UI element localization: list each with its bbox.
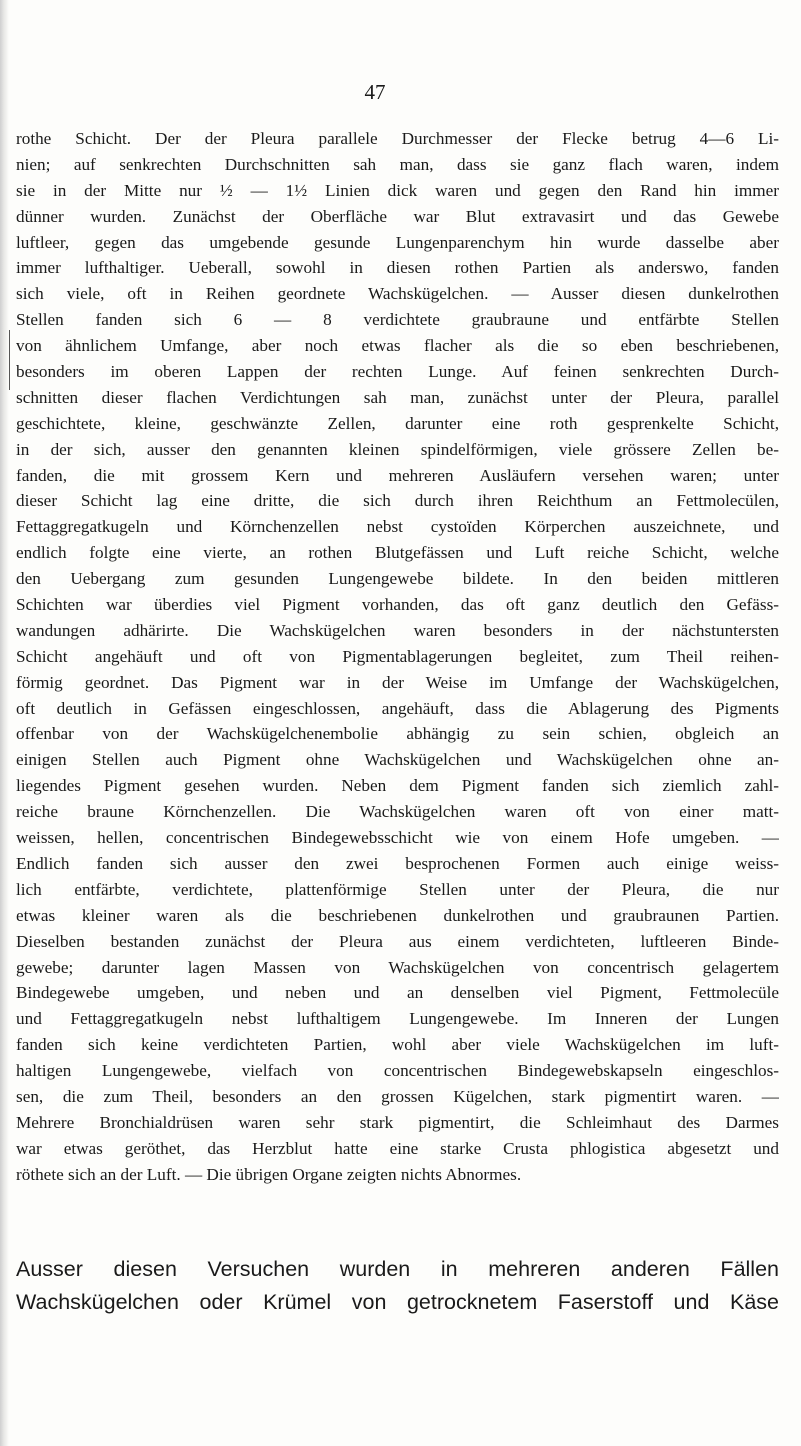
page-number: 47 <box>364 80 386 104</box>
text-line: sen, die zum Theil, besonders an den grossen Kügelchen, stark pigmentirt waren. — <box>16 1086 779 1106</box>
text-line: weissen, hellen, concentrischen Bindegewebsschicht wie von einem Hofe umgeben. — <box>16 828 779 848</box>
binding-mark <box>9 330 10 390</box>
text-line: den Uebergang zum gesunden Lungengewebe bildete. In den beiden mittleren <box>16 569 779 589</box>
text-line: Schichten war überdies viel Pigment vorhanden, das oft ganz deutlich den Gefäss- <box>16 595 779 615</box>
text-line: haltigen Lungengewebe, vielfach von concentrischen Bindegewebskapseln eingeschlos- <box>16 1061 779 1081</box>
text-line: sich viele, oft in Reihen geordnete Wachskügelchen. — Ausser diesen dunkelrothen <box>16 284 779 304</box>
text-line: dieser Schicht lag eine dritte, die sich durch ihren Reichthum an Fettmolecülen, <box>16 491 779 511</box>
page-binding-edge <box>0 0 9 1446</box>
closing-line: Wachskügelchen oder Krümel von getrocknetem Faserstoff und Käse <box>16 1290 779 1314</box>
text-line: fanden sich keine verdichteten Partien, wohl aber viele Wachskügelchen im luft- <box>16 1035 779 1055</box>
closing-paragraph <box>16 1253 779 1319</box>
text-line: besonders im oberen Lappen der rechten Lunge. Auf feinen senkrechten Durch- <box>16 362 779 382</box>
text-line: Stellen fanden sich 6 — 8 verdichtete graubraune und entfärbte Stellen <box>16 310 779 330</box>
text-line: endlich folgte eine vierte, an rothen Blutgefässen und Luft reiche Schicht, welche <box>16 543 779 563</box>
text-line: lich entfärbte, verdichtete, plattenförmige Stellen unter der Pleura, die nur <box>16 879 779 899</box>
text-line: Schicht angehäuft und oft von Pigmentablagerungen begleitet, zum Theil reihen- <box>16 646 779 666</box>
text-line: reiche braune Körnchenzellen. Die Wachskügelchen waren oft von einer matt- <box>16 802 779 822</box>
text-line: röthete sich an der Luft. — Die übrigen Organe zeigten nichts Abnormes. <box>16 1164 522 1184</box>
text-line: geschichtete, kleine, geschwänzte Zellen, darunter eine roth gesprenkelte Schicht, <box>16 413 779 433</box>
text-line: Endlich fanden sich ausser den zwei besprochenen Formen auch einige weiss- <box>16 853 779 873</box>
body-paragraph <box>16 126 779 1188</box>
text-line: förmig geordnet. Das Pigment war in der Weise im Umfange der Wachskügelchen, <box>16 672 779 692</box>
text-line: immer lufthaltiger. Ueberall, sowohl in diesen rothen Partien als anderswo, fanden <box>16 258 779 278</box>
text-line: wandungen adhärirte. Die Wachskügelchen waren besonders in der nächstuntersten <box>16 620 779 640</box>
text-line: schnitten dieser flachen Verdichtungen sah man, zunächst unter der Pleura, parallel <box>16 387 779 407</box>
text-line: liegendes Pigment gesehen wurden. Neben dem Pigment fanden sich ziemlich zahl- <box>16 776 779 796</box>
text-line: von ähnlichem Umfange, aber noch etwas flacher als die so eben beschriebenen, <box>16 336 779 356</box>
text-line: in der sich, ausser den genannten kleinen spindelförmigen, viele grössere Zellen be- <box>16 439 779 459</box>
text-line: einigen Stellen auch Pigment ohne Wachskügelchen und Wachskügelchen ohne an- <box>16 750 779 770</box>
text-line: Fettaggregatkugeln und Körnchenzellen nebst cystoïden Körperchen auszeichnete, und <box>16 517 779 537</box>
text-line: und Fettaggregatkugeln nebst lufthaltigem Lungengewebe. Im Inneren der Lungen <box>16 1009 779 1029</box>
text-line: etwas kleiner waren als die beschriebenen dunkelrothen und graubraunen Partien. <box>16 905 779 925</box>
text-line: rothe Schicht. Der der Pleura parallele Durchmesser der Flecke betrug 4—6 Li- <box>16 129 779 148</box>
text-line: Dieselben bestanden zunächst der Pleura aus einem verdichteten, luftleeren Binde- <box>16 931 779 951</box>
text-line: Mehrere Bronchialdrüsen waren sehr stark pigmentirt, die Schleimhaut des Darmes <box>16 1112 779 1132</box>
text-line: sie in der Mitte nur ½ — 1½ Linien dick waren und gegen den Rand hin immer <box>16 180 779 200</box>
text-line: gewebe; darunter lagen Massen von Wachskügelchen von concentrisch gelagertem <box>16 957 779 977</box>
text-line: offenbar von der Wachskügelchenembolie abhängig zu sein schien, obgleich an <box>16 724 779 744</box>
closing-line: Ausser diesen Versuchen wurden in mehreren anderen Fällen <box>16 1257 779 1281</box>
text-line: dünner wurden. Zunächst der Oberfläche war Blut extravasirt und das Gewebe <box>16 206 779 226</box>
text-line: luftleer, gegen das umgebende gesunde Lungenparenchym hin wurde dasselbe aber <box>16 232 779 252</box>
text-line: oft deutlich in Gefässen eingeschlossen, angehäuft, dass die Ablagerung des Pigments <box>16 698 779 718</box>
text-line: war etwas geröthet, das Herzblut hatte eine starke Crusta phlogistica abgesetzt und <box>16 1138 779 1158</box>
text-line: nien; auf senkrechten Durchschnitten sah man, dass sie ganz flach waren, indem <box>16 154 779 174</box>
text-line: fanden, die mit grossem Kern und mehreren Ausläufern versehen waren; unter <box>16 465 779 485</box>
text-line: Bindegewebe umgeben, und neben und an denselben viel Pigment, Fettmolecüle <box>16 983 779 1003</box>
